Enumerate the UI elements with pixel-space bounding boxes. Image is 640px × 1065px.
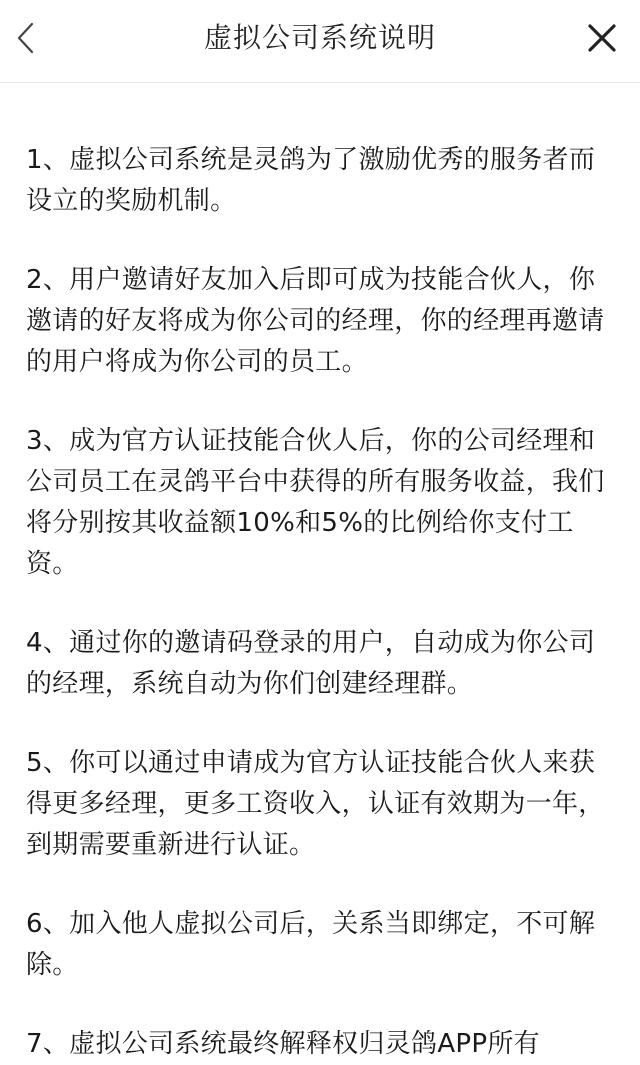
paragraph-5: 5、你可以通过申请成为官方认证技能合伙人来获得更多经理，更多工资收入，认证有效期为一年，到期需要重新进行认证。 xyxy=(26,748,605,860)
nav-header xyxy=(0,0,640,83)
close-icon xyxy=(584,18,620,58)
close-button[interactable] xyxy=(584,18,620,58)
paragraph-6: 6、加入他人虚拟公司后，关系当即绑定，不可解除。 xyxy=(26,909,596,980)
paragraph-4: 4、通过你的邀请码登录的用户，自动成为你公司的经理，系统自动为你们创建经理群。 xyxy=(26,628,596,699)
paragraph-2: 2、用户邀请好友加入后即可成为技能合伙人，你邀请的好友将成为你公司的经理，你的经理再邀请的用户将成为你公司的员工。 xyxy=(26,265,605,377)
paragraph-1: 1、虚拟公司系统是灵鸽为了激励优秀的服务者而设立的奖励机制。 xyxy=(26,145,596,216)
page-title: 虚拟公司系统说明 xyxy=(203,21,436,54)
paragraph-7: 7、虚拟公司系统最终解释权归灵鸽APP所有 xyxy=(26,1029,540,1059)
instructions-content xyxy=(26,140,616,1065)
paragraph-3: 3、成为官方认证技能合伙人后，你的公司经理和公司员工在灵鸽平台中获得的所有服务收益，我们将分别按其收益额10%和5%的比例给你支付工资。 xyxy=(26,426,605,579)
